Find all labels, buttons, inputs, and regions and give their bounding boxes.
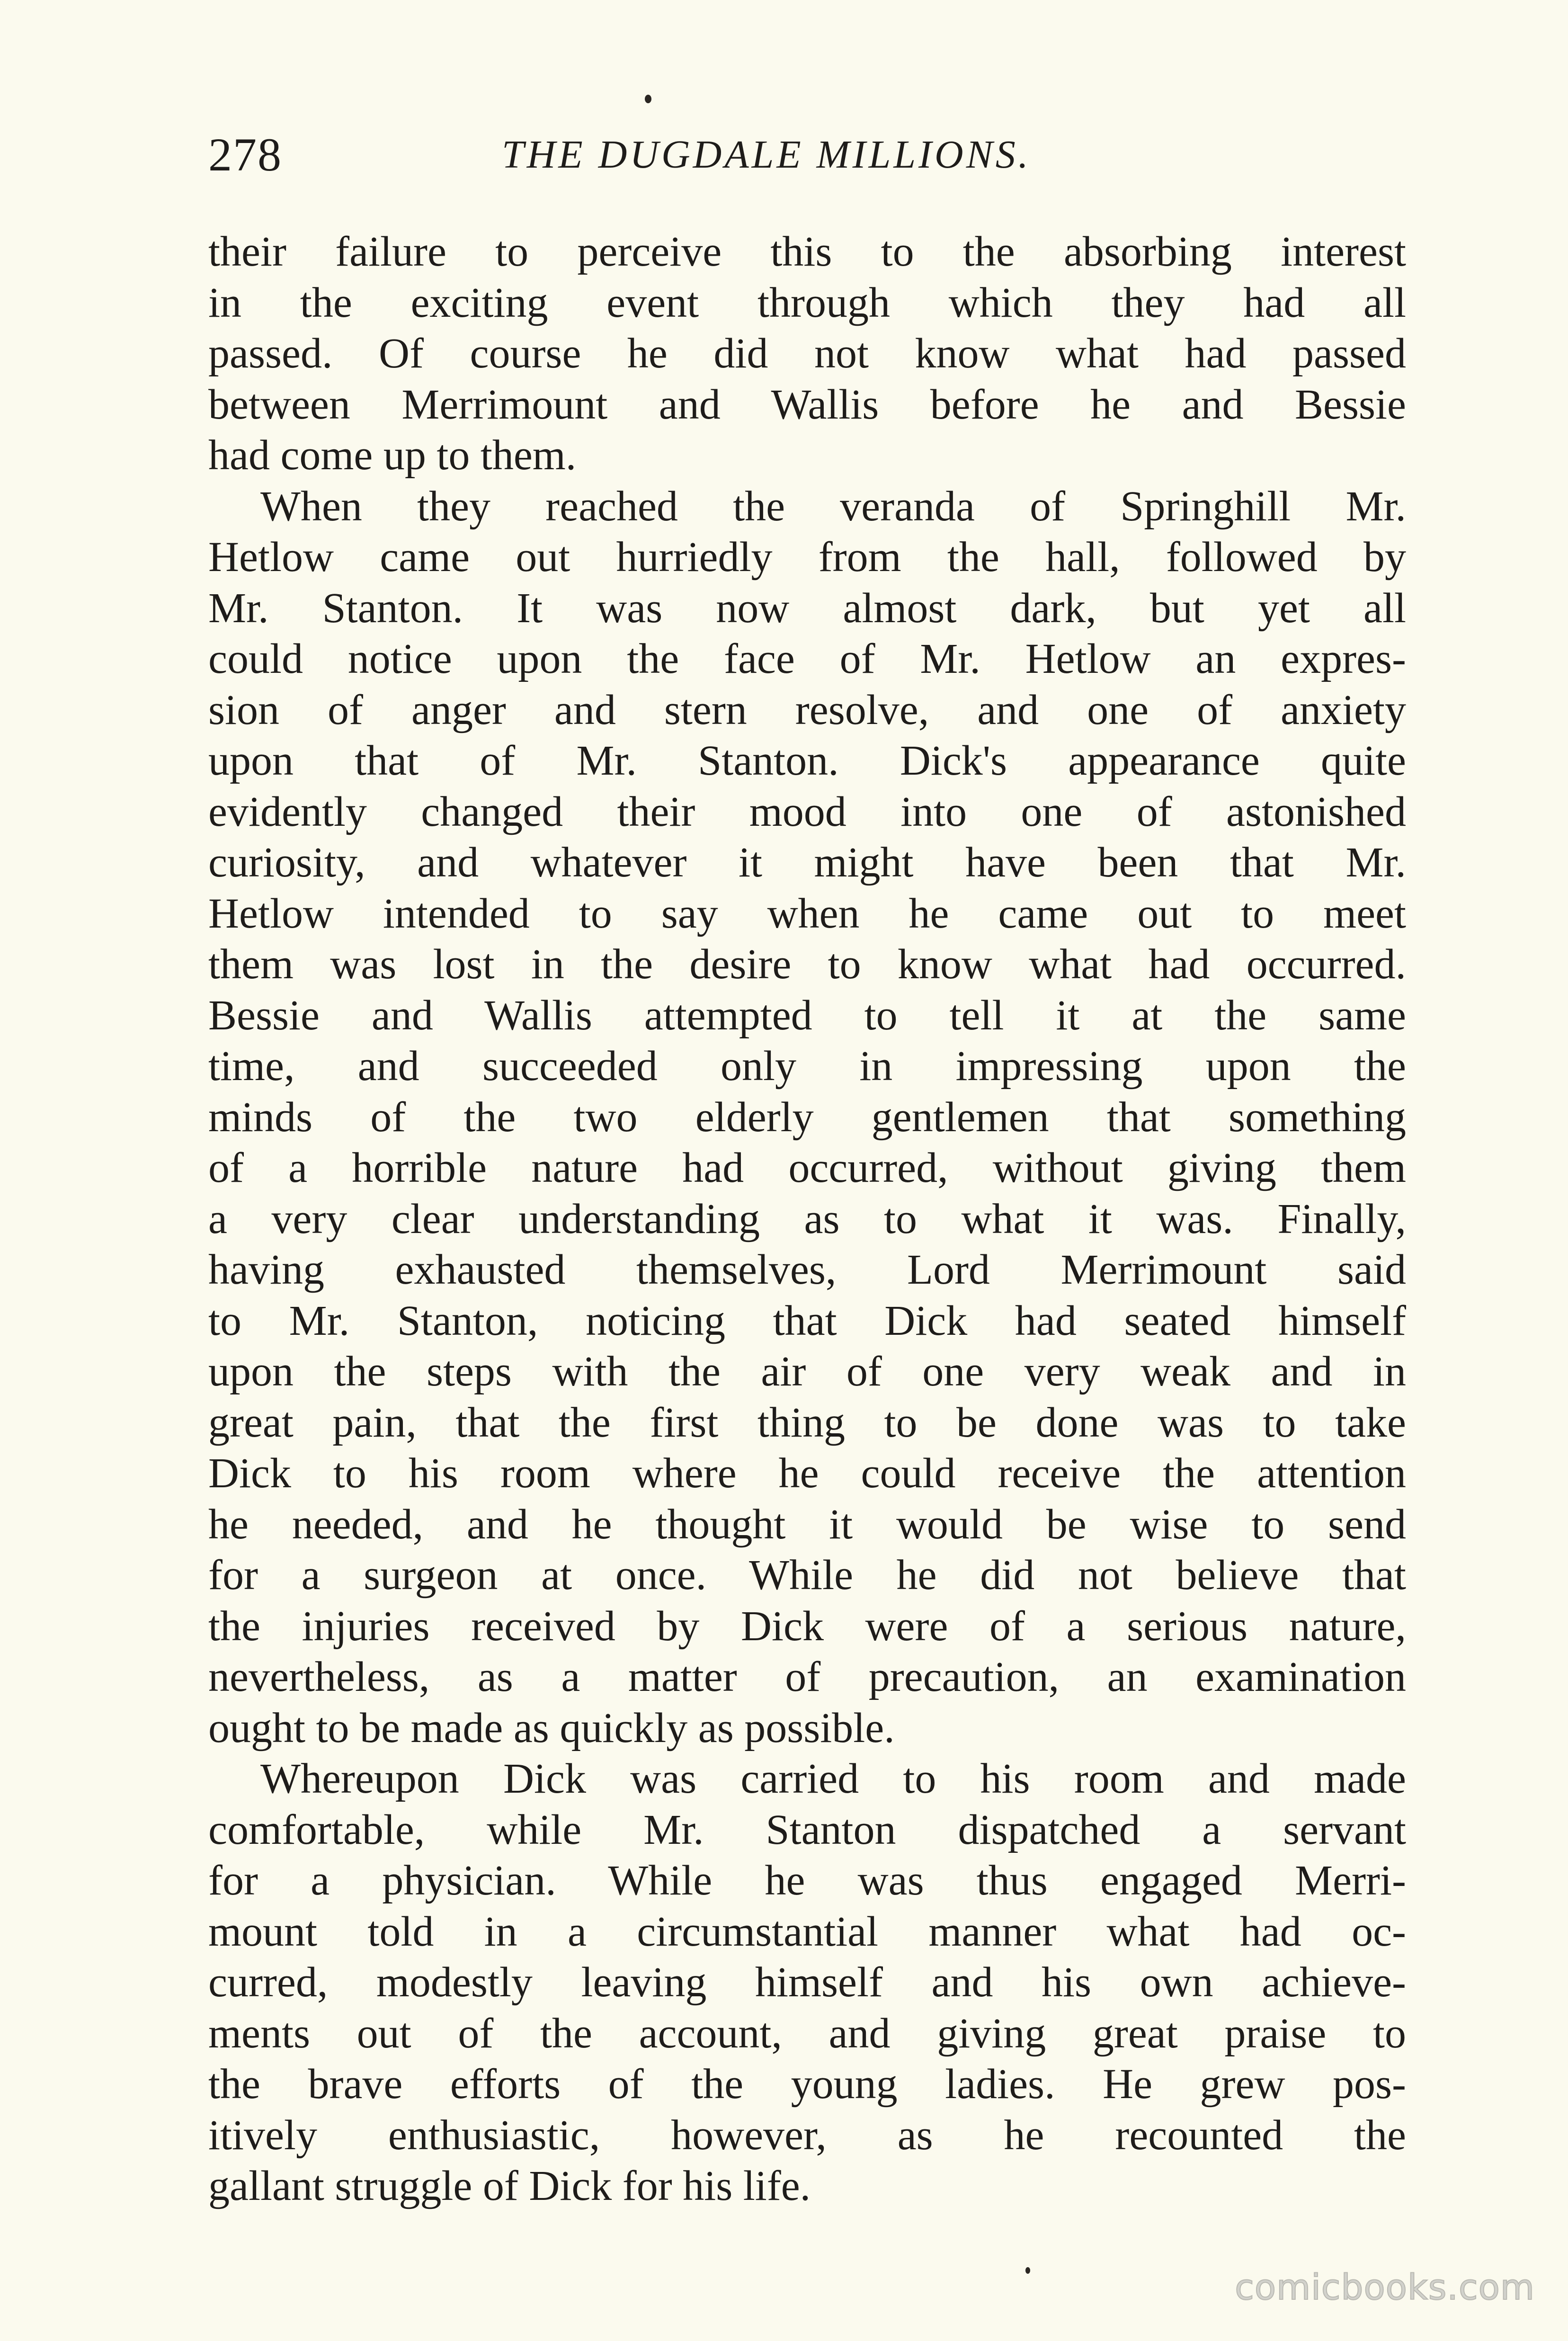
text-line: ought to be made as quickly as possible.	[208, 1704, 895, 1751]
text-line: mount told in a circumstantial manner what had oc-	[208, 1908, 1406, 1955]
text-line: for a physician. While he was thus engaged Merri-	[208, 1857, 1406, 1904]
text-line: the brave efforts of the young ladies. He grew pos-	[208, 2061, 1406, 2108]
text-line: sion of anger and stern resolve, and one of anxiety	[208, 686, 1406, 733]
text-line: gallant struggle of Dick for his life.	[208, 2162, 811, 2209]
page-header	[208, 124, 1411, 186]
text-line: Hetlow intended to say when he came out to meet	[208, 890, 1406, 937]
ink-speck	[1025, 2267, 1030, 2274]
text-line: for a surgeon at once. While he did not believe that	[208, 1552, 1406, 1599]
page-number: 278	[208, 128, 282, 181]
text-line: Whereupon Dick was carried to his room and made	[260, 1755, 1406, 1802]
text-line: Dick to his room where he could receive the attention	[208, 1450, 1406, 1497]
text-line: to Mr. Stanton, noticing that Dick had seated himself	[208, 1297, 1406, 1344]
text-line: he needed, and he thought it would be wise to send	[208, 1501, 1406, 1548]
text-line: Mr. Stanton. It was now almost dark, but yet all	[208, 584, 1406, 632]
text-line: When they reached the veranda of Springhill Mr.	[260, 482, 1406, 530]
text-line: great pain, that the first thing to be done was to take	[208, 1399, 1406, 1446]
text-line: their failure to perceive this to the absorbing interest	[208, 228, 1406, 275]
ink-speck	[645, 95, 651, 103]
text-line: between Merrimount and Wallis before he and Bessie	[208, 381, 1406, 428]
text-line: passed. Of course he did not know what had passed	[208, 330, 1406, 377]
text-line: could notice upon the face of Mr. Hetlow an expres-	[208, 635, 1406, 682]
text-line: itively enthusiastic, however, as he recounted the	[208, 2111, 1406, 2159]
text-line: upon that of Mr. Stanton. Dick's appearance quite	[208, 737, 1406, 784]
text-line: the injuries received by Dick were of a serious nature,	[208, 1602, 1406, 1650]
text-line: ments out of the account, and giving great praise to	[208, 2010, 1406, 2057]
text-line: curiosity, and whatever it might have been that Mr.	[208, 839, 1406, 886]
watermark: comicbooks.com	[1235, 2267, 1535, 2308]
text-line: comfortable, while Mr. Stanton dispatched a servant	[208, 1806, 1406, 1853]
text-line: Hetlow came out hurriedly from the hall, followed by	[208, 534, 1406, 581]
text-line: of a horrible nature had occurred, without giving them	[208, 1144, 1406, 1191]
text-line: had come up to them.	[208, 432, 577, 479]
text-line: nevertheless, as a matter of precaution, an examination	[208, 1653, 1406, 1700]
text-line: in the exciting event through which they had all	[208, 279, 1406, 326]
text-line: minds of the two elderly gentlemen that something	[208, 1093, 1406, 1141]
text-line: them was lost in the desire to know what had occurred.	[208, 941, 1406, 988]
text-line: evidently changed their mood into one of astonished	[208, 788, 1406, 835]
body-text	[208, 226, 1406, 2212]
text-line: a very clear understanding as to what it was. Finally,	[208, 1195, 1406, 1242]
text-line: curred, modestly leaving himself and his own achieve-	[208, 1959, 1406, 2006]
text-line: having exhausted themselves, Lord Merrimount said	[208, 1246, 1406, 1293]
running-head: THE DUGDALE MILLIONS.	[502, 133, 1031, 177]
text-line: Bessie and Wallis attempted to tell it at the same	[208, 992, 1406, 1039]
text-line: upon the steps with the air of one very weak and in	[208, 1348, 1406, 1395]
text-line: time, and succeeded only in impressing upon the	[208, 1043, 1406, 1090]
